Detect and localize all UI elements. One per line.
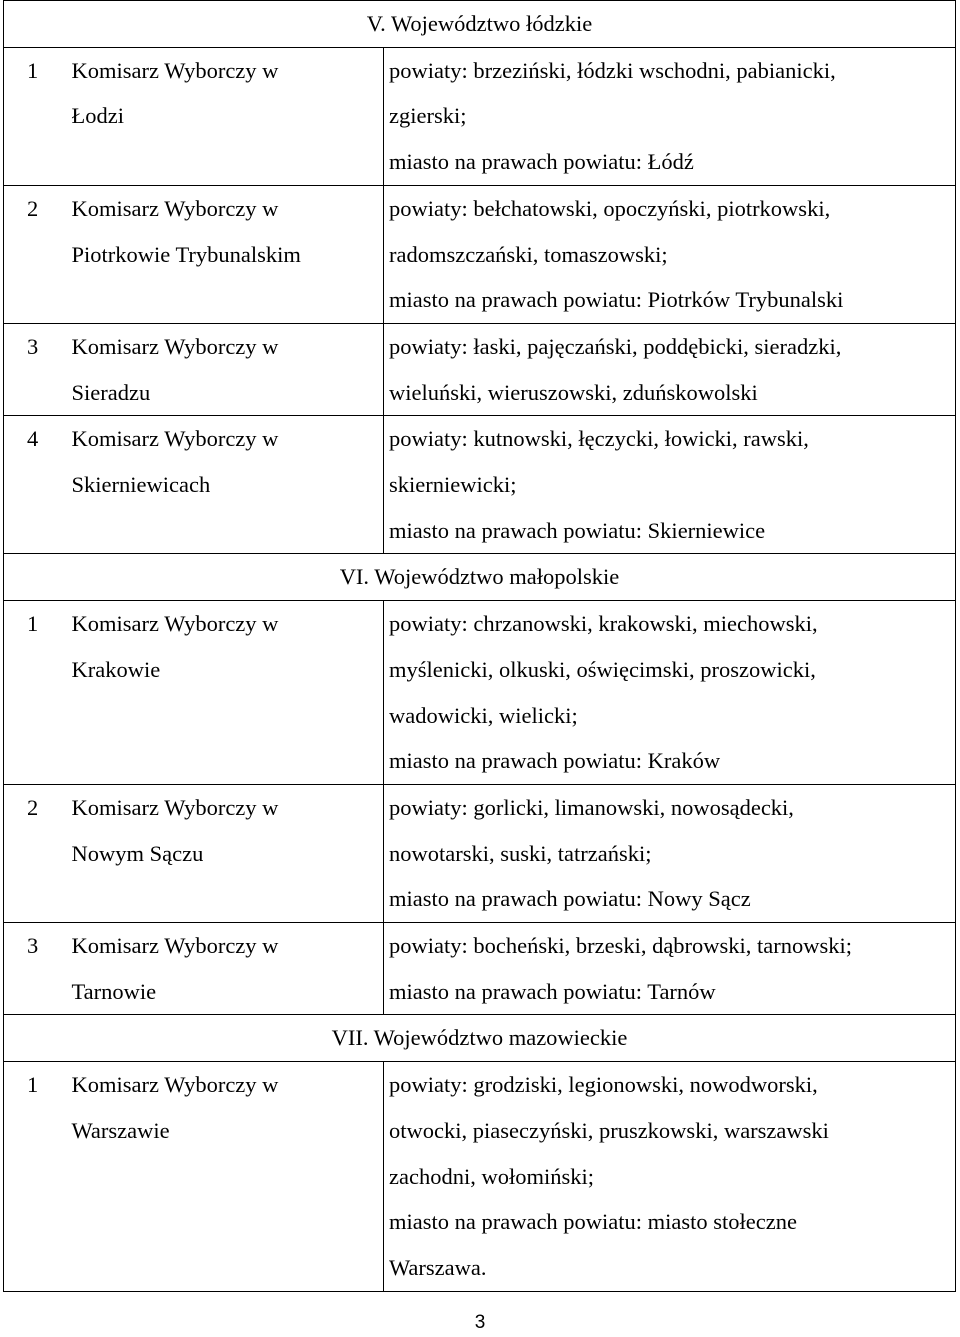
area-line: wieluński, wieruszowski, zduńskowolski [389,379,758,405]
commissioner-office [64,185,384,323]
area-line: powiaty: łaski, pajęczański, poddębicki, sieradzki, [389,333,842,359]
jurisdiction-area [384,923,956,1015]
area-line: powiaty: gorlicki, limanowski, nowosądecki, [389,794,794,820]
table-row [4,1062,956,1292]
area-line: powiaty: bełchatowski, opoczyński, piotrkowski, [389,195,831,221]
section-heading-row [4,1015,956,1062]
commissioner-office [64,416,384,554]
jurisdiction-area [384,1062,956,1292]
office-line: Komisarz Wyborczy w [71,57,279,83]
area-line: miasto na prawach powiatu: Łódź [389,149,694,175]
table-row [4,323,956,415]
row-number: 3 [4,923,64,1015]
area-line: otwocki, piaseczyński, pruszkowski, warszawski [389,1117,829,1143]
table-row [4,416,956,554]
commissioner-office [64,784,384,922]
commissioner-office [64,47,384,185]
area-line: myślenicki, olkuski, oświęcimski, proszowicki, [389,656,816,682]
row-number: 2 [4,185,64,323]
office-line: Komisarz Wyborczy w [71,794,279,820]
area-line: miasto na prawach powiatu: Nowy Sącz [389,886,751,912]
row-number: 1 [4,601,64,785]
section-heading-row [4,1,956,48]
area-line: miasto na prawach powiatu: Skierniewice [389,517,766,543]
row-number: 2 [4,784,64,922]
commissioner-office [64,923,384,1015]
area-line: powiaty: chrzanowski, krakowski, miechowski, [389,611,818,637]
page-number: 3 [474,1312,486,1333]
table-row [4,185,956,323]
area-line: miasto na prawach powiatu: Kraków [389,748,721,774]
commissioner-office [64,1062,384,1292]
table-row [4,784,956,922]
section-heading: VII. Województwo mazowieckie [4,1015,956,1062]
office-line: Łodzi [71,103,124,129]
row-number: 3 [4,323,64,415]
section-heading: VI. Województwo małopolskie [4,554,956,601]
office-line: Komisarz Wyborczy w [71,426,279,452]
area-line: miasto na prawach powiatu: Tarnów [389,978,716,1004]
office-line: Warszawie [71,1117,170,1143]
office-line: Komisarz Wyborczy w [71,611,279,637]
area-line: powiaty: brzeziński, łódzki wschodni, pabianicki, [389,57,836,83]
table-row [4,923,956,1015]
jurisdiction-area [384,601,956,785]
jurisdiction-area [384,416,956,554]
office-line: Komisarz Wyborczy w [71,333,279,359]
jurisdiction-area [384,323,956,415]
area-line: skierniewicki; [389,472,517,498]
jurisdiction-area [384,47,956,185]
office-line: Sieradzu [71,379,151,405]
office-line: Nowym Sączu [71,840,204,866]
jurisdiction-area [384,185,956,323]
table-body [4,1,956,1292]
office-line: Komisarz Wyborczy w [71,933,279,959]
office-line: Komisarz Wyborczy w [71,195,279,221]
office-line: Komisarz Wyborczy w [71,1072,279,1098]
area-line: Warszawa. [389,1254,487,1280]
commissioner-office [64,601,384,785]
row-number: 1 [4,1062,64,1292]
office-line: Skierniewicach [71,472,211,498]
area-line: zgierski; [389,103,467,129]
row-number: 1 [4,47,64,185]
voivodeship-table [3,0,956,1292]
area-line: powiaty: bocheński, brzeski, dąbrowski, tarnowski; [389,933,853,959]
office-line: Piotrkowie Trybunalskim [71,241,301,267]
table-row [4,601,956,785]
area-line: radomszczański, tomaszowski; [389,241,668,267]
jurisdiction-area [384,784,956,922]
area-line: zachodni, wołomiński; [389,1163,594,1189]
table-row [4,47,956,185]
office-line: Krakowie [71,656,161,682]
row-number: 4 [4,416,64,554]
area-line: wadowicki, wielicki; [389,702,578,728]
section-heading-row [4,554,956,601]
office-line: Tarnowie [71,978,157,1004]
area-line: powiaty: grodziski, legionowski, nowodworski, [389,1072,818,1098]
area-line: miasto na prawach powiatu: miasto stołeczne [389,1209,797,1235]
commissioner-office [64,323,384,415]
area-line: nowotarski, suski, tatrzański; [389,840,652,866]
area-line: powiaty: kutnowski, łęczycki, łowicki, rawski, [389,426,809,452]
area-line: miasto na prawach powiatu: Piotrków Trybunalski [389,287,844,313]
section-heading: V. Województwo łódzkie [4,1,956,48]
